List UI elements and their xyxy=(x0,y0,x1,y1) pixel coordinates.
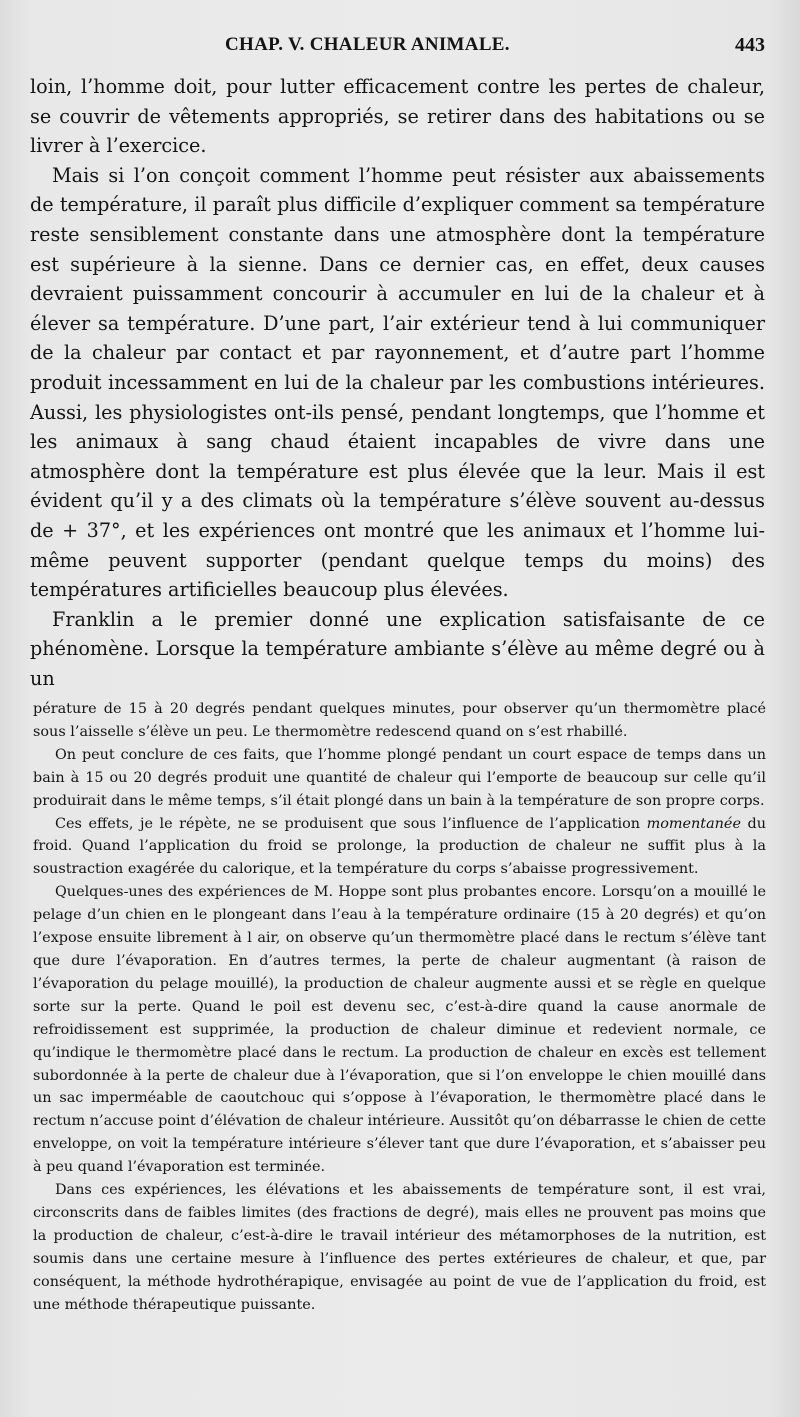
footnote-momentary-cold xyxy=(33,813,766,882)
main-text xyxy=(30,72,765,693)
footnote-emphasis: momentanée xyxy=(646,815,741,832)
page-number: 443 xyxy=(735,34,765,56)
footnote-hydrotherapy: Dans ces expériences, les élévations et les abaissements de température sont, il est vrai, circonscrits dans de faibles limites (des fractions de degré), mais elles ne prouvent pas moins que la production de chaleur, c’est-à-dire le travail intérieur des métamorphoses de la nutrition, est soumis dans une certaine mesure à l’influence des pertes extérieures de chaleur, et que, par conséquent, la méthode hydrothérapique, envisagée au point de vue de l’application du froid, est une méthode thérapeutique puissante. xyxy=(33,1182,766,1313)
paragraph-franklin: Franklin a le premier donné une explication satisfaisante de ce phénomène. Lorsque la température ambiante s’élève au même degré ou à un xyxy=(30,607,765,690)
footnote-bath-conclusion: On peut conclure de ces faits, que l’homme plongé pendant un court espace de temps dans un bain à 15 ou 20 degrés produit une quantité de chaleur qui l’emporte de beaucoup sur celle qu’il produirait dans le même temps, s’il était plongé dans un bain à la température de son propre corps. xyxy=(33,746,766,809)
paragraph-continuation: loin, l’homme doit, pour lutter efficacement contre les pertes de chaleur, se couvrir de vêtements appropriés, se retirer dans des habitations ou se livrer à l’exercice. xyxy=(30,75,765,158)
footnote-continuation: pérature de 15 à 20 degrés pendant quelques minutes, pour observer qu’un thermomètre placé sous l’aisselle s’élève un peu. Le thermomètre redescend quand on s’est rhabillé. xyxy=(33,701,766,740)
page-header xyxy=(30,34,765,64)
footnotes xyxy=(33,698,766,1316)
paragraph-heat-resistance: Mais si l’on conçoit comment l’homme peut résister aux abaissements de température, il paraît plus difficile d’expliquer comment sa température reste sensiblement constante dans une atmosphère dont la température est supérieure à la sienne. Dans ce dernier cas, en effet, deux causes devraient puissamment concourir à accumuler en lui de la chaleur et à élever sa température. D’une part, l’air extérieur tend à lui communiquer de la chaleur par contact et par rayonnement, et d’autre part l’homme produit incessamment en lui de la chaleur par les combustions intérieures. Aussi, les physiologistes ont-ils pensé, pendant longtemps, que l’homme et les animaux à sang chaud étaient incapables de vivre dans une atmosphère dont la température est plus élevée que la leur. Mais il est évident qu’il y a des climats où la température s’élève souvent au-dessus de + 37°, et les expériences ont montré que les animaux et l’homme lui-même peuvent supporter (pendant quelque temps du moins) des températures artificielles beaucoup plus élevées. xyxy=(30,163,765,602)
running-head: CHAP. V. CHALEUR ANIMALE. xyxy=(225,34,510,55)
footnote-hoppe-experiments: Quelques-unes des expériences de M. Hoppe sont plus probantes encore. Lorsqu’on a mouillé le pelage d’un chien en le plongeant dans l’eau à la température ordinaire (15 à 20 degrés) et qu’on l’expose ensuite librement à l air, on observe qu’un thermomètre placé dans le rectum s’élève tant que dure l’évaporation. En d’autres termes, la perte de chaleur augmentant (à raison de l’évaporation du pelage mouillé), la production de chaleur augmente aussi et se règle en quelque sorte sur la perte. Quand le poil est devenu sec, c’est-à-dire quand la cause anormale de refroidissement est supprimée, la production de chaleur diminue et redevient normale, ce qu’indique le thermomètre placé dans le rectum. La production de chaleur en excès est tellement subordonnée à la perte de chaleur due à l’évaporation, que si l’on enveloppe le chien mouillé dans un sac imperméable de caoutchouc qui s’oppose à l’évaporation, le thermomètre placé dans le rectum n’accuse point d’élévation de chaleur intérieure. Aussitôt qu’on débarrasse le chien de cette enveloppe, on voit la température intérieure s’élever tant que dure l’évaporation, et s’abaisser peu à peu quand l’évaporation est terminée. xyxy=(33,884,766,1176)
footnote-text: du froid. Quand l’application du froid se prolonge, la production de chaleur ne suffit plus à la soustraction exagérée du calorique, et la température du corps s’abaisse progressivement. xyxy=(33,815,766,878)
footnote-text: Ces effets, je le répète, ne se produisent que sous l’influence de l’application xyxy=(55,815,647,832)
